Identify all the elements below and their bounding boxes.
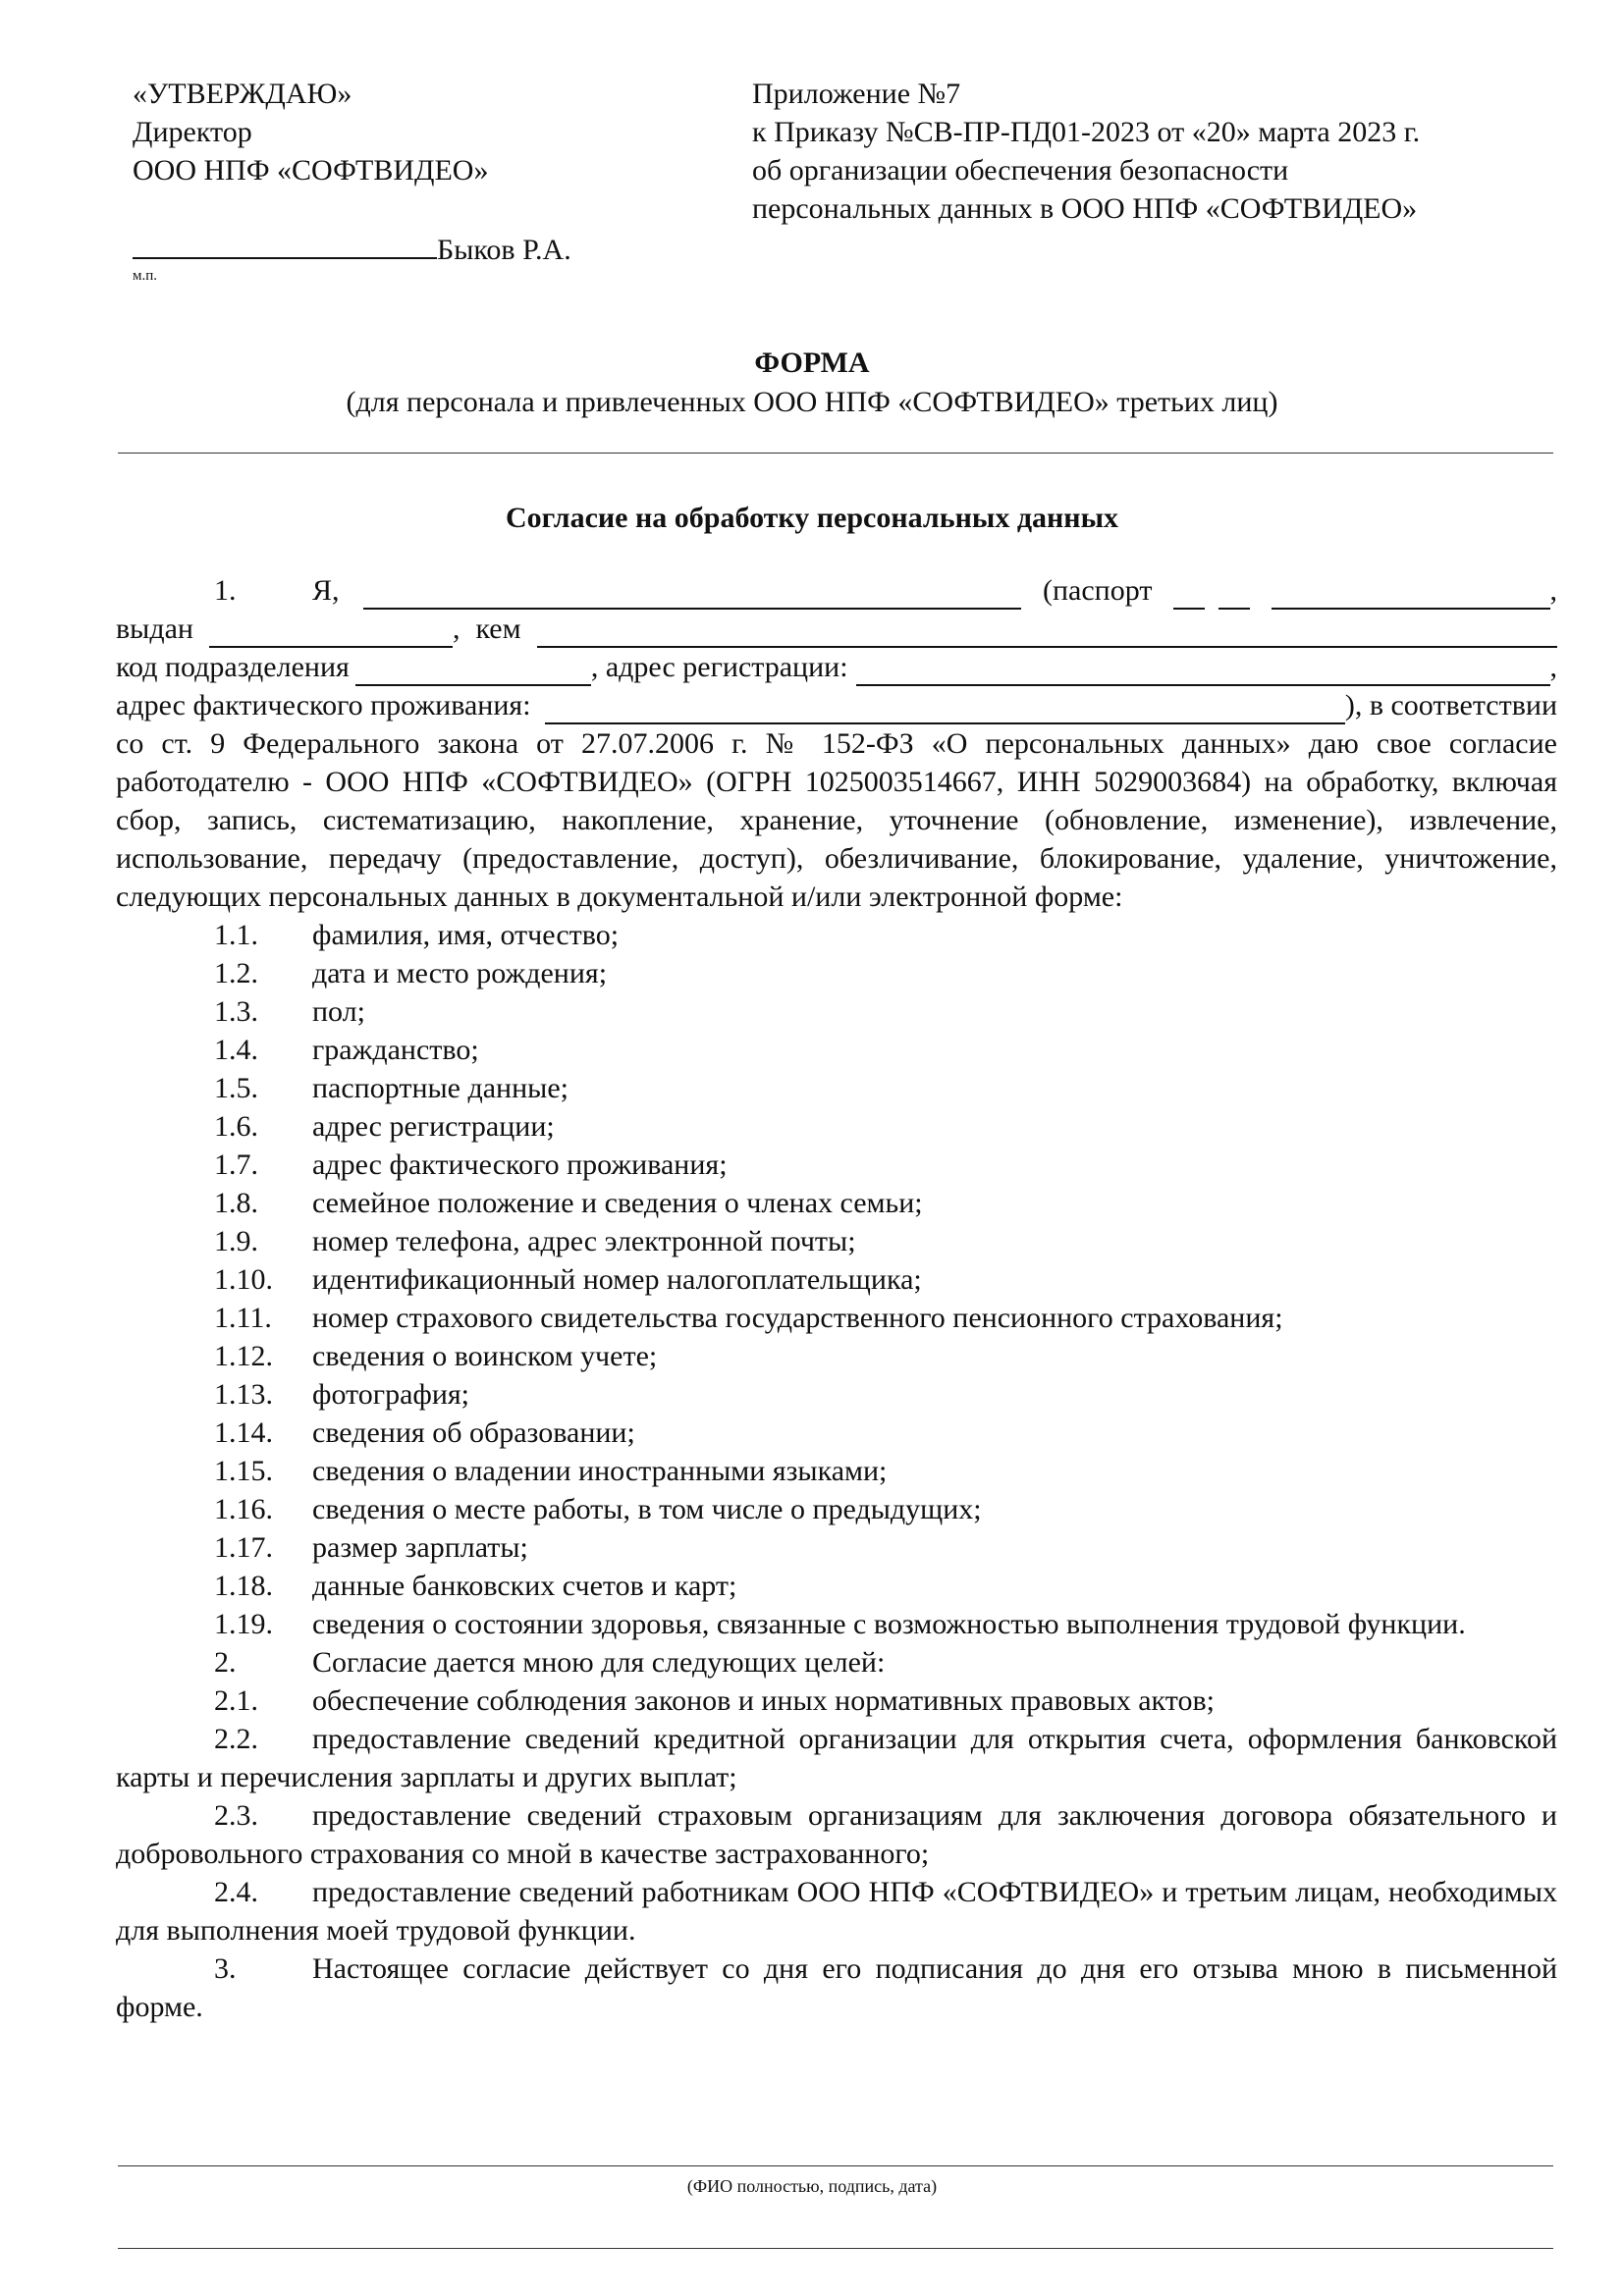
stamp-label: м.п. <box>133 268 158 284</box>
passport-number-field[interactable] <box>1272 576 1549 610</box>
signer-name: Быков Р.А. <box>437 234 571 266</box>
list-item: 1.4. гражданство; <box>214 1034 479 1066</box>
issued-by-label: кем <box>475 613 521 645</box>
list-item-wrapped: 2.4. предоставление сведений работникам ООО НПФ «СОФТВИДЕО» и третьим лицам, необходимых для выполнения моей трудовой функции. <box>116 1876 1557 1947</box>
data-list <box>116 916 1557 1643</box>
list-item-wrapped: 1.19. сведения о состоянии здоровья, связанные с возможностью выполнения трудовой функции. <box>214 1608 1466 1640</box>
list-item: 1.2. дата и место рождения; <box>214 957 608 989</box>
p1-line-1 <box>116 571 1557 610</box>
form-title: ФОРМА <box>754 347 870 379</box>
approval-position: Директор <box>133 116 252 148</box>
signature-line[interactable] <box>118 2165 1553 2166</box>
list-item-wrapped: 2.2. предоставление сведений кредитной организации для открытия счета, оформления банковской карты и перечисления зарплаты и других выплат; <box>116 1723 1557 1793</box>
list-item: 1.7. адрес фактического проживания; <box>214 1148 728 1181</box>
list-item: 1.8. семейное положение и сведения о членах семьи; <box>214 1187 923 1219</box>
fio-field[interactable] <box>363 576 1021 610</box>
consent-body <box>116 571 1557 2026</box>
list-item: 1.17. размер зарплаты; <box>214 1531 528 1564</box>
appendix-order: к Приказу №СВ-ПР-ПД01-2023 от «20» марта 2023 г. <box>752 116 1421 148</box>
reg-label: , адрес регистрации: <box>590 651 848 683</box>
list-item: 2.1. обеспечение соблюдения законов и иных нормативных правовых актов; <box>214 1684 1215 1717</box>
passport-label: (паспорт <box>1043 574 1153 607</box>
passport-series-1-field[interactable] <box>1173 576 1205 610</box>
appendix-number: Приложение №7 <box>752 78 961 110</box>
p1-text: со ст. 9 Федерального закона от 27.07.2006 г. № 152-ФЗ «О персональных данных» даю свое согласие работодателю - ООО НПФ «СОФТВИДЕО» (ОГРН 1025003514667, ИНН 5029003684) на обработку, включая сбор, запись, систематизацию, накопление, хранение, уточнение (обновление, изменение), извлечение, использование, передачу (предоставление, доступ), обезличивание, блокирование, удаление, уничтожение, следующих персональных данных в документальной и/или электронной форме: <box>116 727 1557 913</box>
issued-date-field[interactable] <box>209 614 453 648</box>
list-item: 1.5. паспортные данные; <box>214 1072 568 1104</box>
actual-label: адрес фактического проживания: <box>116 689 531 721</box>
p1-line-2: выдан , кем <box>116 610 1557 648</box>
issued-by-field[interactable] <box>537 614 1557 648</box>
signature-blank[interactable] <box>133 228 437 259</box>
p1-num: 1. <box>214 574 237 607</box>
approval-company: ООО НПФ «СОФТВИДЕО» <box>133 154 489 187</box>
list-item: 1.3. пол; <box>214 995 365 1028</box>
list-item: 1.16. сведения о месте работы, в том числе о предыдущих; <box>214 1493 982 1525</box>
approval-heading: «УТВЕРЖДАЮ» <box>133 78 352 110</box>
divider-bottom <box>118 2248 1553 2249</box>
p1-line-4 <box>116 686 1557 724</box>
list-item: 1.14. сведения об образовании; <box>214 1416 635 1449</box>
division-label: код подразделения <box>116 651 350 683</box>
signature-caption: (ФИО полностью, подпись, дата) <box>686 2176 938 2196</box>
division-field[interactable] <box>355 653 591 686</box>
list-item: 1.6. адрес регистрации; <box>214 1110 555 1143</box>
appendix-subject-2: персональных данных в ООО НПФ «СОФТВИДЕО» <box>752 192 1418 225</box>
divider-top <box>118 453 1553 454</box>
list-item: 1.11. номер страхового свидетельства государственного пенсионного страхования; <box>214 1302 1283 1334</box>
list-item: 1.18. данные банковских счетов и карт; <box>214 1570 737 1602</box>
list-item: 1.9. номер телефона, адрес электронной почты; <box>214 1225 856 1257</box>
appendix-subject-1: об организации обеспечения безопасности <box>752 154 1289 187</box>
list-item: 1.13. фотография; <box>214 1378 470 1411</box>
appendix-block <box>752 75 1420 228</box>
accord-label: ), в соответствии <box>1344 689 1557 721</box>
list-item-wrapped: 2.3. предоставление сведений страховым организациям для заключения договора обязательного и добровольного страхования со мной в качестве застрахованного; <box>116 1799 1557 1870</box>
list-item: 1.15. сведения о владении иностранными языками; <box>214 1455 888 1487</box>
signature-row <box>133 228 571 269</box>
list-item: 1.10. идентификационный номер налогоплательщика; <box>214 1263 922 1296</box>
actual-address-field[interactable] <box>545 691 1345 724</box>
list-item: 1.12. сведения о воинском учете; <box>214 1340 658 1372</box>
p3: 3. Настоящее согласие действует со дня его подписания до дня его отзыва мною в письменной форме. <box>116 1952 1557 2023</box>
reg-address-field[interactable] <box>856 653 1550 686</box>
p1-line-3: код подразделения , адрес регистрации: , <box>116 648 1557 686</box>
approval-block <box>133 75 488 189</box>
issued-label: выдан <box>116 613 193 645</box>
form-subtitle: (для персонала и привлеченных ООО НПФ «СОФТВИДЕО» третьих лиц) <box>346 386 1278 418</box>
list-item: 1.1. фамилия, имя, отчество; <box>214 919 620 951</box>
p2: 2. Согласие дается мною для следующих целей: <box>214 1646 886 1679</box>
p1-i: Я, <box>312 574 340 607</box>
comma: , <box>1549 574 1557 607</box>
passport-series-2-field[interactable] <box>1218 576 1250 610</box>
consent-title: Согласие на обработку персональных данных <box>505 502 1118 534</box>
